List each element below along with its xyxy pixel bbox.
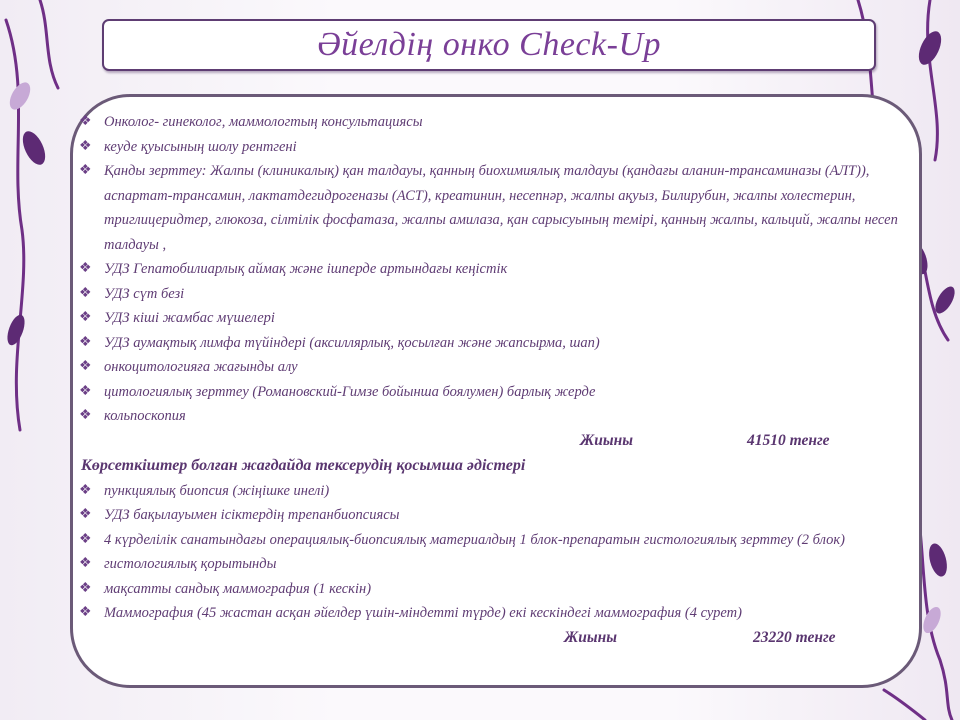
diamond-bullet-icon: ❖ [79, 556, 92, 571]
diamond-bullet-icon: ❖ [79, 334, 92, 350]
total-row-2 [77, 626, 907, 651]
list-item: ❖ онкоцитологияға жағынды алу [77, 355, 907, 380]
title-box [102, 19, 876, 71]
list-item: ❖ кольпоскопия [77, 404, 907, 429]
total-label: Жиыны [580, 431, 633, 449]
diamond-bullet-icon: ❖ [79, 285, 92, 301]
diamond-bullet-icon: ❖ [79, 580, 92, 596]
service-list [77, 110, 907, 651]
diamond-bullet-icon: ❖ [79, 261, 92, 276]
list-item: ❖ цитологиялық зерттеу (Романовский-Гимзе бойынша боялумен) барлық жерде [77, 380, 907, 405]
list-item: ❖ УДЗ аумақтық лимфа түйіндері (аксиллярлық, қосылған және жапсырма, шап) [77, 331, 907, 356]
total-row-1 [77, 429, 907, 454]
diamond-bullet-icon: ❖ [79, 482, 92, 498]
diamond-bullet-icon: ❖ [79, 114, 92, 129]
total-amount: 23220 тенге [753, 628, 836, 646]
list-item: ❖ мақсатты сандық маммография (1 кескін) [77, 577, 907, 602]
section-heading: Көрсеткіштер болған жағдайда тексерудің қосымша әдістері [81, 456, 526, 474]
diamond-bullet-icon: ❖ [79, 138, 92, 154]
list-item: ❖ УДЗ сүт безі [77, 282, 907, 307]
diamond-bullet-icon: ❖ [79, 163, 92, 178]
list-item: ❖ УДЗ Гепатобилиарлық аймақ және ішперде артындағы кеңістік [77, 257, 907, 282]
list-item: ❖ пункциялық биопсия (жіңішке инелі) [77, 479, 907, 504]
diamond-bullet-icon: ❖ [79, 310, 92, 325]
diamond-bullet-icon: ❖ [79, 408, 92, 423]
page-title: Әйелдің онко Check-Up [316, 26, 661, 63]
list-item: ❖ гистологиялық қорытынды [77, 552, 907, 577]
total-label: Жиыны [564, 628, 617, 646]
diamond-bullet-icon: ❖ [79, 383, 92, 399]
diamond-bullet-icon: ❖ [79, 507, 92, 522]
list-item: ❖ Онколог- гинеколог, маммологтың консультациясы [77, 110, 907, 135]
list-item: ❖ 4 күрделілік санатындағы операциялық-биопсиялық материалдың 1 блок-препаратын гистологиялық зерттеу (2 блок) [77, 528, 907, 553]
diamond-bullet-icon: ❖ [79, 359, 92, 374]
list-item: ❖ Маммография (45 жастан асқан әйелдер үшін-міндетті түрде) екі кескіндегі маммография (4 сурет) [77, 601, 907, 626]
total-amount: 41510 тенге [747, 431, 830, 449]
list-item: ❖ Қанды зерттеу: Жалпы (клиникалық) қан талдауы, қанның биохимиялық талдауы (қандағы аланин-трансаминазы (АЛТ)), аспартат-трансамин, лактатдегидрогеназы (АСТ), креатинин, несепнәр, жалпы ақуыз, Билирубин, жалпы холестерин, триглицеридтер, глюкоза, сілтілік фосфатаза, жалпы амилаза, қан сарысуының темірі, қанның жалпы, кальций, жалпы несеп талдауы , [77, 159, 907, 257]
list-item: ❖ кеуде қуысының шолу рентгені [77, 135, 907, 160]
list-item: ❖ УДЗ бақылауымен ісіктердің трепанбиопсиясы [77, 503, 907, 528]
diamond-bullet-icon: ❖ [79, 531, 92, 547]
diamond-bullet-icon: ❖ [79, 605, 92, 620]
list-item: ❖ УДЗ кіші жамбас мүшелері [77, 306, 907, 331]
